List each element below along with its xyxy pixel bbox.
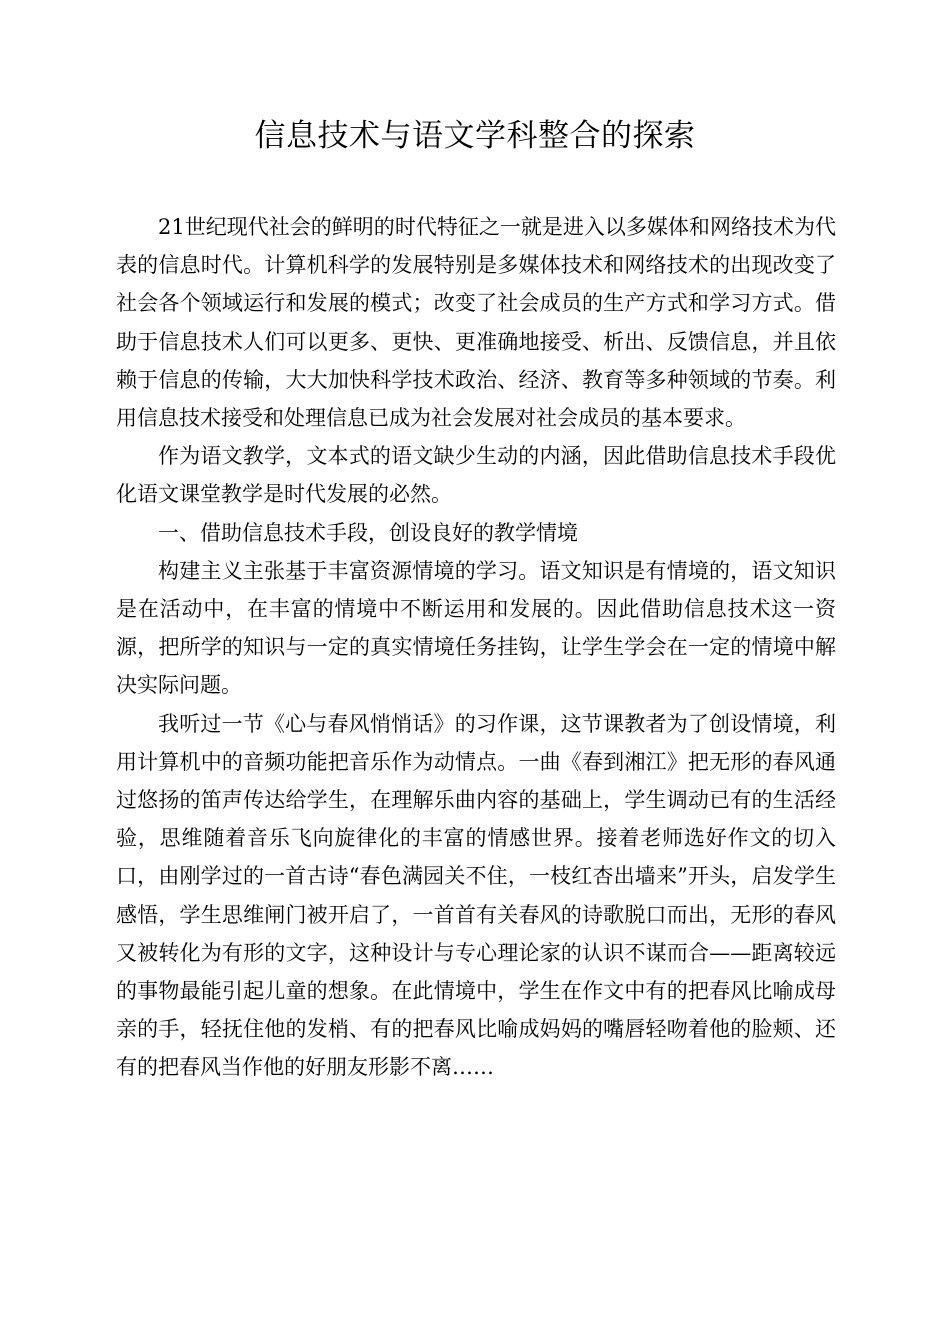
paragraph-constructivism: 构建主义主张基于丰富资源情境的学习。语文知识是有情境的，语文知识是在活动中，在丰富的情境中不断运用和发展的。因此借助信息技术这一资源，把所学的知识与一定的真实情境任务挂钩，让学生学会在一定的情境中解决实际问题。 (116, 558, 836, 698)
paragraph-necessity: 作为语文教学，文本式的语文缺少生动的内涵，因此借助信息技术手段优化语文课堂教学是时代发展的必然。 (116, 444, 836, 507)
document-body (116, 208, 836, 1087)
paragraph-example-lesson: 我听过一节《心与春风悄悄话》的习作课，这节课教者为了创设情境，利用计算机中的音频功能把音乐作为动情点。一曲《春到湘江》把无形的春风通过悠扬的笛声传达给学生，在理解乐曲内容的基础上，学生调动已有的生活经验，思维随着音乐飞向旋律化的丰富的情感世界。接着老师选好作文的切入口，由刚学过的一首古诗“春色满园关不住，一枝红杏出墙来”开头，启发学生感悟，学生思维闸门被开启了，一首首有关春风的诗歌脱口而出，无形的春风又被转化为有形的文字，这种设计与专心理论家的认识不谋而合——距离较远的事物最能引起儿童的想象。在此情境中，学生在作文中有的把春风比喻成母亲的手，轻抚住他的发梢、有的把春风比喻成妈妈的嘴唇轻吻着他的脸颊、还有的把春风当作他的好朋友形影不离…… (116, 711, 836, 1080)
paragraph-intro: 21世纪现代社会的鲜明的时代特征之一就是进入以多媒体和网络技术为代表的信息时代。计算机科学的发展特别是多媒体技术和网络技术的出现改变了社会各个领域运行和发展的模式；改变了社会成员的生产方式和学习方式。借助于信息技术人们可以更多、更快、更准确地接受、析出、反馈信息，并且依赖于信息的传输，大大加快科学技术政治、经济、教育等多种领域的节奏。利用信息技术接受和处理信息已成为社会发展对社会成员的基本要求。 (116, 215, 836, 431)
section-heading-1: 一、借助信息技术手段，创设良好的教学情境 (158, 520, 578, 545)
document-title: 信息技术与语文学科整合的探索 (254, 118, 696, 154)
